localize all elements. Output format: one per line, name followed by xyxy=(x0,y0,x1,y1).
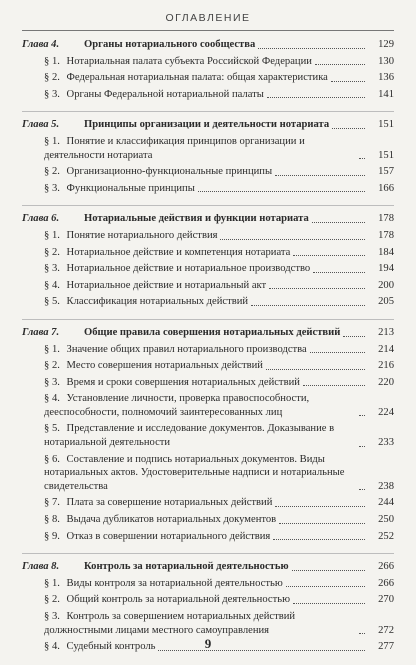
section-number: § 1. xyxy=(44,577,60,589)
page-number: 9 xyxy=(204,636,212,651)
section-entry[interactable] xyxy=(22,135,394,162)
leader-dots xyxy=(266,369,365,370)
section-page: 277 xyxy=(378,641,394,653)
section-entry[interactable] xyxy=(22,343,394,357)
section-number: § 6. xyxy=(44,453,60,465)
section-number: § 4. xyxy=(44,279,60,291)
section-title: Функциональные принципы xyxy=(66,182,195,194)
section-text xyxy=(44,279,266,293)
section-page: 157 xyxy=(378,166,394,178)
chapter-label: Глава 4. xyxy=(22,39,60,50)
leader-dots xyxy=(275,506,365,507)
section-page: 136 xyxy=(378,72,394,84)
leader-dots xyxy=(267,97,365,98)
section-page: 224 xyxy=(378,406,394,418)
chapter-heading[interactable] xyxy=(22,560,394,574)
leader-dots xyxy=(251,305,365,306)
section-page: 252 xyxy=(378,530,394,542)
leader-dots xyxy=(359,415,365,416)
section-number: § 3. xyxy=(44,88,60,100)
section-number: § 2. xyxy=(44,72,60,84)
section-text xyxy=(44,246,290,260)
section-title: Составление и подпись нотариальных документов. Виды нотариальных актов. Удостоверительные надписи и нотариальные свидетельства xyxy=(44,453,345,492)
section-page: 166 xyxy=(378,182,394,194)
chapter-title: Общие правила совершения нотариальных действий xyxy=(84,326,341,338)
section-entry[interactable] xyxy=(22,513,394,527)
section-entry[interactable] xyxy=(22,279,394,293)
section-text xyxy=(44,453,356,494)
section-title: Место совершения нотариальных действий xyxy=(66,360,263,372)
section-page: 214 xyxy=(378,343,394,355)
chapter-title: Нотариальные действия и функции нотариата xyxy=(84,213,309,225)
section-title: Нотариальное действие и нотариальный акт xyxy=(66,279,267,291)
leader-dots xyxy=(359,489,365,490)
leader-dots xyxy=(293,603,365,604)
section-entry[interactable] xyxy=(22,530,394,544)
leader-dots xyxy=(269,288,365,289)
section-text xyxy=(44,262,310,276)
section-title: Организационно-функциональные принципы xyxy=(66,166,273,178)
section-entry[interactable] xyxy=(22,262,394,276)
section-page: 266 xyxy=(378,577,394,589)
leader-dots xyxy=(310,352,365,353)
chapter-heading[interactable] xyxy=(22,212,394,226)
section-entry[interactable] xyxy=(22,295,394,309)
section-text xyxy=(44,530,270,544)
section-number: § 4. xyxy=(44,393,60,405)
section-text xyxy=(44,182,195,196)
section-number: § 9. xyxy=(44,530,60,542)
section-text xyxy=(44,610,356,637)
chapter-label: Глава 8. xyxy=(22,561,60,573)
chapter-heading[interactable] xyxy=(22,326,394,340)
leader-dots xyxy=(359,446,365,447)
section-page: 233 xyxy=(378,437,394,449)
section-title: Плата за совершение нотариальных действий xyxy=(66,497,273,509)
section-page: 205 xyxy=(378,296,394,308)
section-text xyxy=(44,88,264,102)
leader-dots xyxy=(279,523,365,524)
leader-dots xyxy=(315,64,365,65)
leader-dots xyxy=(359,633,365,634)
section-page: 250 xyxy=(378,514,394,526)
leader-dots xyxy=(258,48,365,49)
section-number: § 5. xyxy=(44,423,60,435)
section-entry[interactable] xyxy=(22,359,394,373)
section-title: Судебный контроль xyxy=(66,641,156,653)
section-number: § 3. xyxy=(44,376,60,388)
section-number: § 2. xyxy=(44,360,60,372)
leader-dots xyxy=(343,336,365,337)
section-page: 178 xyxy=(378,229,394,241)
section-entry[interactable] xyxy=(22,610,394,637)
section-text xyxy=(44,359,263,373)
chapter-heading[interactable] xyxy=(22,38,394,52)
section-text xyxy=(44,343,307,357)
leader-dots xyxy=(198,191,365,192)
section-title: Виды контроля за нотариальной деятельностью xyxy=(66,577,283,589)
section-title: Понятие нотариального действия xyxy=(66,229,218,241)
section-text xyxy=(44,376,300,390)
section-page: 272 xyxy=(378,624,394,636)
table-of-contents xyxy=(22,34,394,654)
section-text xyxy=(44,577,283,591)
leader-dots xyxy=(332,128,365,129)
section-entry[interactable] xyxy=(22,88,394,102)
section-title: Понятие и классификация принципов организации и деятельности нотариата xyxy=(44,135,305,161)
leader-dots xyxy=(359,158,365,159)
leader-dots xyxy=(313,272,365,273)
leader-dots xyxy=(303,385,365,386)
section-page: 130 xyxy=(378,55,394,67)
section-title: Классификация нотариальных действий xyxy=(66,296,249,308)
section-entry[interactable] xyxy=(22,246,394,260)
section-entry[interactable] xyxy=(22,496,394,510)
chapter-page: 266 xyxy=(378,561,394,573)
section-number: § 1. xyxy=(44,343,60,355)
chapter-title: Принципы организации и деятельности нотариата xyxy=(84,119,330,131)
section-title: Контроль за совершением нотариальных действий должностными лицами местного самоуправления xyxy=(44,611,296,636)
section-text xyxy=(44,135,356,162)
section-entry[interactable] xyxy=(22,593,394,607)
leader-dots xyxy=(220,239,365,240)
section-entry[interactable] xyxy=(22,422,394,449)
section-entry[interactable] xyxy=(22,55,394,69)
section-title: Установление личности, проверка правоспособности, дееспособности, полномочий заинтересованных лиц xyxy=(44,393,310,418)
section-title: Нотариальное действие и нотариальное производство xyxy=(66,263,311,275)
section-title: Федеральная нотариальная палата: общая характеристика xyxy=(66,72,328,84)
section-page: 141 xyxy=(378,88,394,100)
section-entry[interactable] xyxy=(22,229,394,243)
section-text xyxy=(44,392,356,419)
section-page: 184 xyxy=(378,246,394,258)
chapter-block xyxy=(22,319,394,543)
section-entry[interactable] xyxy=(22,71,394,85)
section-page: 200 xyxy=(378,279,394,291)
section-text xyxy=(44,165,272,179)
section-title: Отказ в совершении нотариального действия xyxy=(66,530,271,542)
section-title: Общий контроль за нотариальной деятельностью xyxy=(66,594,290,606)
section-number: § 3. xyxy=(44,611,60,622)
chapter-title: Контроль за нотариальной деятельностью xyxy=(84,561,289,573)
section-entry[interactable] xyxy=(22,376,394,390)
section-text xyxy=(44,593,290,607)
section-number: § 3. xyxy=(44,263,60,275)
leader-dots xyxy=(273,539,365,540)
leader-dots xyxy=(331,81,365,82)
section-page: 244 xyxy=(378,497,394,509)
section-page: 220 xyxy=(378,376,394,388)
section-title: Время и сроки совершения нотариальных действий xyxy=(66,376,300,388)
section-title: Нотариальная палата субъекта Российской Федерации xyxy=(66,55,312,67)
section-title: Выдача дубликатов нотариальных документов xyxy=(66,514,277,526)
section-page: 238 xyxy=(378,480,394,492)
leader-dots xyxy=(292,570,365,571)
section-number: § 8. xyxy=(44,514,60,526)
chapter-label: Глава 7. xyxy=(22,326,60,338)
section-title: Органы Федеральной нотариальной палаты xyxy=(66,88,264,100)
chapter-title: Органы нотариального сообщества xyxy=(84,39,256,50)
section-number: § 2. xyxy=(44,246,60,258)
leader-dots xyxy=(312,222,365,223)
section-entry[interactable] xyxy=(22,182,394,196)
section-number: § 1. xyxy=(44,55,60,67)
section-entry[interactable] xyxy=(22,392,394,419)
header-rule xyxy=(22,30,394,31)
section-text xyxy=(44,229,217,243)
section-entry[interactable] xyxy=(22,577,394,591)
chapter-block xyxy=(22,34,394,101)
section-title: Нотариальное действие и компетенция нотариата xyxy=(66,246,291,258)
section-entry[interactable] xyxy=(22,165,394,179)
chapter-block xyxy=(22,205,394,309)
leader-dots xyxy=(286,586,365,587)
leader-dots xyxy=(293,255,365,256)
section-title: Представление и исследование документов. Доказывание в нотариальной деятельности xyxy=(44,423,335,449)
section-entry[interactable] xyxy=(22,453,394,494)
section-number: § 3. xyxy=(44,182,60,194)
chapter-page: 129 xyxy=(378,39,394,50)
chapter-page: 178 xyxy=(378,213,394,225)
section-number: § 4. xyxy=(44,641,60,653)
chapter-label: Глава 6. xyxy=(22,213,60,225)
chapter-block xyxy=(22,111,394,195)
section-page: 216 xyxy=(378,360,394,372)
section-title: Значение общих правил нотариального производства xyxy=(66,343,307,355)
section-text xyxy=(44,295,248,309)
section-number: § 2. xyxy=(44,166,60,178)
section-number: § 1. xyxy=(44,229,60,241)
section-text xyxy=(44,71,328,85)
section-page: 270 xyxy=(378,594,394,606)
chapter-page: 213 xyxy=(378,326,394,338)
section-text xyxy=(44,513,276,527)
section-text xyxy=(44,422,356,449)
section-number: § 1. xyxy=(44,135,60,147)
section-page: 194 xyxy=(378,263,394,275)
section-text xyxy=(44,55,312,69)
section-number: § 5. xyxy=(44,296,60,308)
section-text xyxy=(44,496,272,510)
chapter-label: Глава 5. xyxy=(22,119,60,131)
section-number: § 7. xyxy=(44,497,60,509)
section-page: 151 xyxy=(378,149,394,161)
section-number: § 2. xyxy=(44,594,60,606)
chapter-page: 151 xyxy=(378,119,394,131)
leader-dots xyxy=(275,175,365,176)
page-header: ОГЛАВЛЕНИЕ xyxy=(165,12,251,24)
chapter-heading[interactable] xyxy=(22,118,394,132)
